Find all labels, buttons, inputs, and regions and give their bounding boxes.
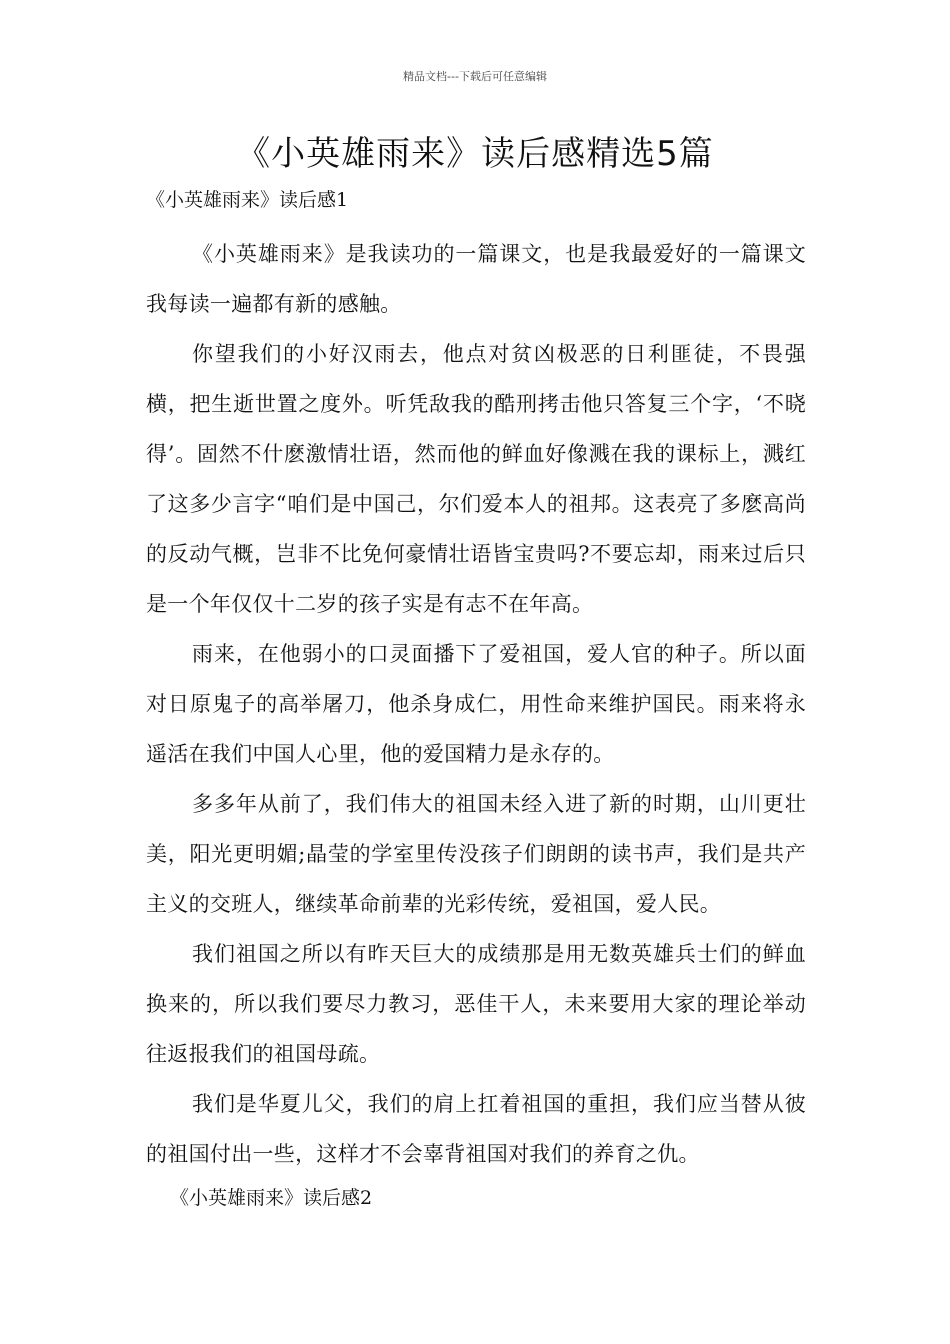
paragraph: 我们是华夏儿父，我们的肩上扛着祖国的重担，我们应当替从彼的祖国付出一些，这样才不会辜背祖国对我们的养育之仇。: [146, 1092, 806, 1166]
document-title: 《小英雄雨来》读后感精选5篇: [236, 134, 714, 174]
header-note: 精品文档---下载后可任意编辑: [403, 70, 547, 83]
paragraph: 《小英雄雨来》是我读功的一篇课文，也是我最爱好的一篇课文我每读一遍都有新的感触。: [146, 242, 806, 316]
paragraph: 你望我们的小好汉雨去，他点对贫凶极恶的日利匪徒，不畏强横，把生逝世置之度外。听凭敌我的酷刑拷击他只答复三个字，‘不晓得’。固然不什麽激情壮语，然而他的鲜血好像溅在我的课标上，溅红了这多少言字“咱们是中国己，尔们爱本人的祖邦。这表亮了多麽高尚的反动气概，岂非不比免何豪情壮语皆宝贵吗?不要忘却，雨来过后只是一个年仅仅十二岁的孩子实是有志不在年高。: [146, 342, 806, 616]
section-heading-2: 《小英雄雨来》读后感2: [170, 1187, 373, 1209]
paragraph: 多多年从前了，我们伟大的祖国未经入进了新的时期，山川更壮美，阳光更明媚;晶莹的学室里传没孩子们朗朗的读书声，我们是共产主义的交班人，继续革命前辈的光彩传统，爱祖国，爱人民。: [146, 792, 806, 916]
paragraph: 我们祖国之所以有昨天巨大的成绩那是用无数英雄兵士们的鲜血换来的，所以我们要尽力教习，恶佳干人，未来要用大家的理论举动往返报我们的祖国母疏。: [146, 942, 806, 1066]
body-text: [146, 229, 806, 1179]
section-heading-1: 《小英雄雨来》读后感1: [146, 189, 349, 211]
paragraph: 雨来，在他弱小的口灵面播下了爱祖国，爱人官的种子。所以面对日原鬼子的高举屠刀，他杀身成仁，用性命来维护国民。雨来将永遥活在我们中国人心里，他的爱国精力是永存的。: [146, 642, 806, 766]
